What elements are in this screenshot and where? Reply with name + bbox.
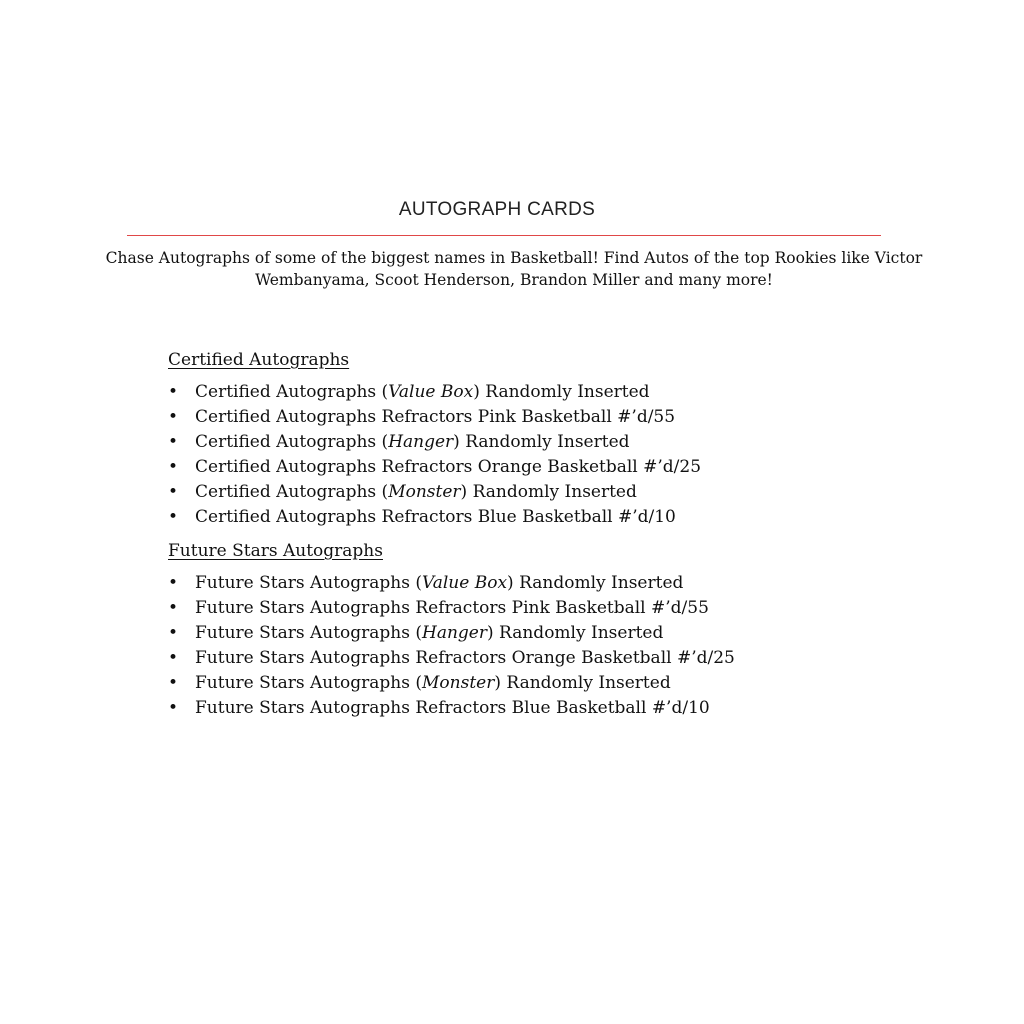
- page-title: AUTOGRAPH CARDS: [398, 199, 596, 220]
- item-emphasis: Value Box: [388, 382, 474, 402]
- list-item: [168, 430, 868, 455]
- bullet-icon: •: [168, 382, 179, 402]
- item-text: Future Stars Autographs (: [195, 623, 423, 643]
- bullet-icon: •: [168, 573, 179, 593]
- title-divider: [127, 235, 881, 236]
- bullet-icon: •: [168, 507, 179, 527]
- item-emphasis: Hanger: [422, 623, 487, 643]
- item-text-suffix: ) Randomly Inserted: [507, 573, 684, 593]
- item-text: Future Stars Autographs Refractors Pink Basketball #’d/55: [195, 598, 709, 618]
- list-item: [168, 671, 868, 696]
- bullet-icon: •: [168, 482, 179, 502]
- section-heading: Certified Autographs: [168, 350, 350, 370]
- item-text-suffix: ) Randomly Inserted: [460, 482, 637, 502]
- item-emphasis: Value Box: [422, 573, 508, 593]
- bullet-icon: •: [168, 432, 179, 452]
- list-item: [168, 646, 868, 671]
- section-future-stars-autographs: [168, 540, 868, 721]
- bullet-icon: •: [168, 598, 179, 618]
- list-item: [168, 380, 868, 405]
- autograph-sections: [168, 349, 868, 731]
- bullet-icon: •: [168, 698, 179, 718]
- list-item: [168, 405, 868, 430]
- item-text: Future Stars Autographs (: [195, 573, 423, 593]
- item-text-suffix: ) Randomly Inserted: [473, 382, 650, 402]
- item-text: Certified Autographs Refractors Orange Basketball #’d/25: [195, 457, 702, 477]
- list-item: [168, 455, 868, 480]
- item-text: Future Stars Autographs (: [195, 673, 423, 693]
- item-list: [168, 380, 868, 530]
- item-text-suffix: ) Randomly Inserted: [494, 673, 671, 693]
- section-heading: Future Stars Autographs: [168, 541, 383, 561]
- item-text: Certified Autographs Refractors Pink Basketball #’d/55: [195, 407, 676, 427]
- list-item: [168, 696, 868, 721]
- item-emphasis: Monster: [422, 673, 495, 693]
- bullet-icon: •: [168, 623, 179, 643]
- list-item: [168, 480, 868, 505]
- list-item: [168, 571, 868, 596]
- section-certified-autographs: [168, 349, 868, 530]
- item-text: Certified Autographs Refractors Blue Basketball #’d/10: [195, 507, 676, 527]
- item-emphasis: Hanger: [388, 432, 454, 452]
- item-text: Future Stars Autographs Refractors Blue Basketball #’d/10: [195, 698, 710, 718]
- bullet-icon: •: [168, 673, 179, 693]
- item-text: Certified Autographs (: [195, 382, 389, 402]
- item-text: Certified Autographs (: [195, 432, 389, 452]
- bullet-icon: •: [168, 648, 179, 668]
- list-item: [168, 505, 868, 530]
- list-item: [168, 596, 868, 621]
- item-text: Future Stars Autographs Refractors Orange Basketball #’d/25: [195, 648, 735, 668]
- item-text-suffix: ) Randomly Inserted: [453, 432, 630, 452]
- list-item: [168, 621, 868, 646]
- item-list: [168, 571, 868, 721]
- bullet-icon: •: [168, 457, 179, 477]
- item-text-suffix: ) Randomly Inserted: [487, 623, 664, 643]
- intro-paragraph: Chase Autographs of some of the biggest names in Basketball! Find Autos of the top Rookies like Victor Wembanyama, Scoot Henderson, Brandon Miller and many more!: [105, 249, 923, 289]
- item-emphasis: Monster: [388, 482, 461, 502]
- item-text: Certified Autographs (: [195, 482, 389, 502]
- bullet-icon: •: [168, 407, 179, 427]
